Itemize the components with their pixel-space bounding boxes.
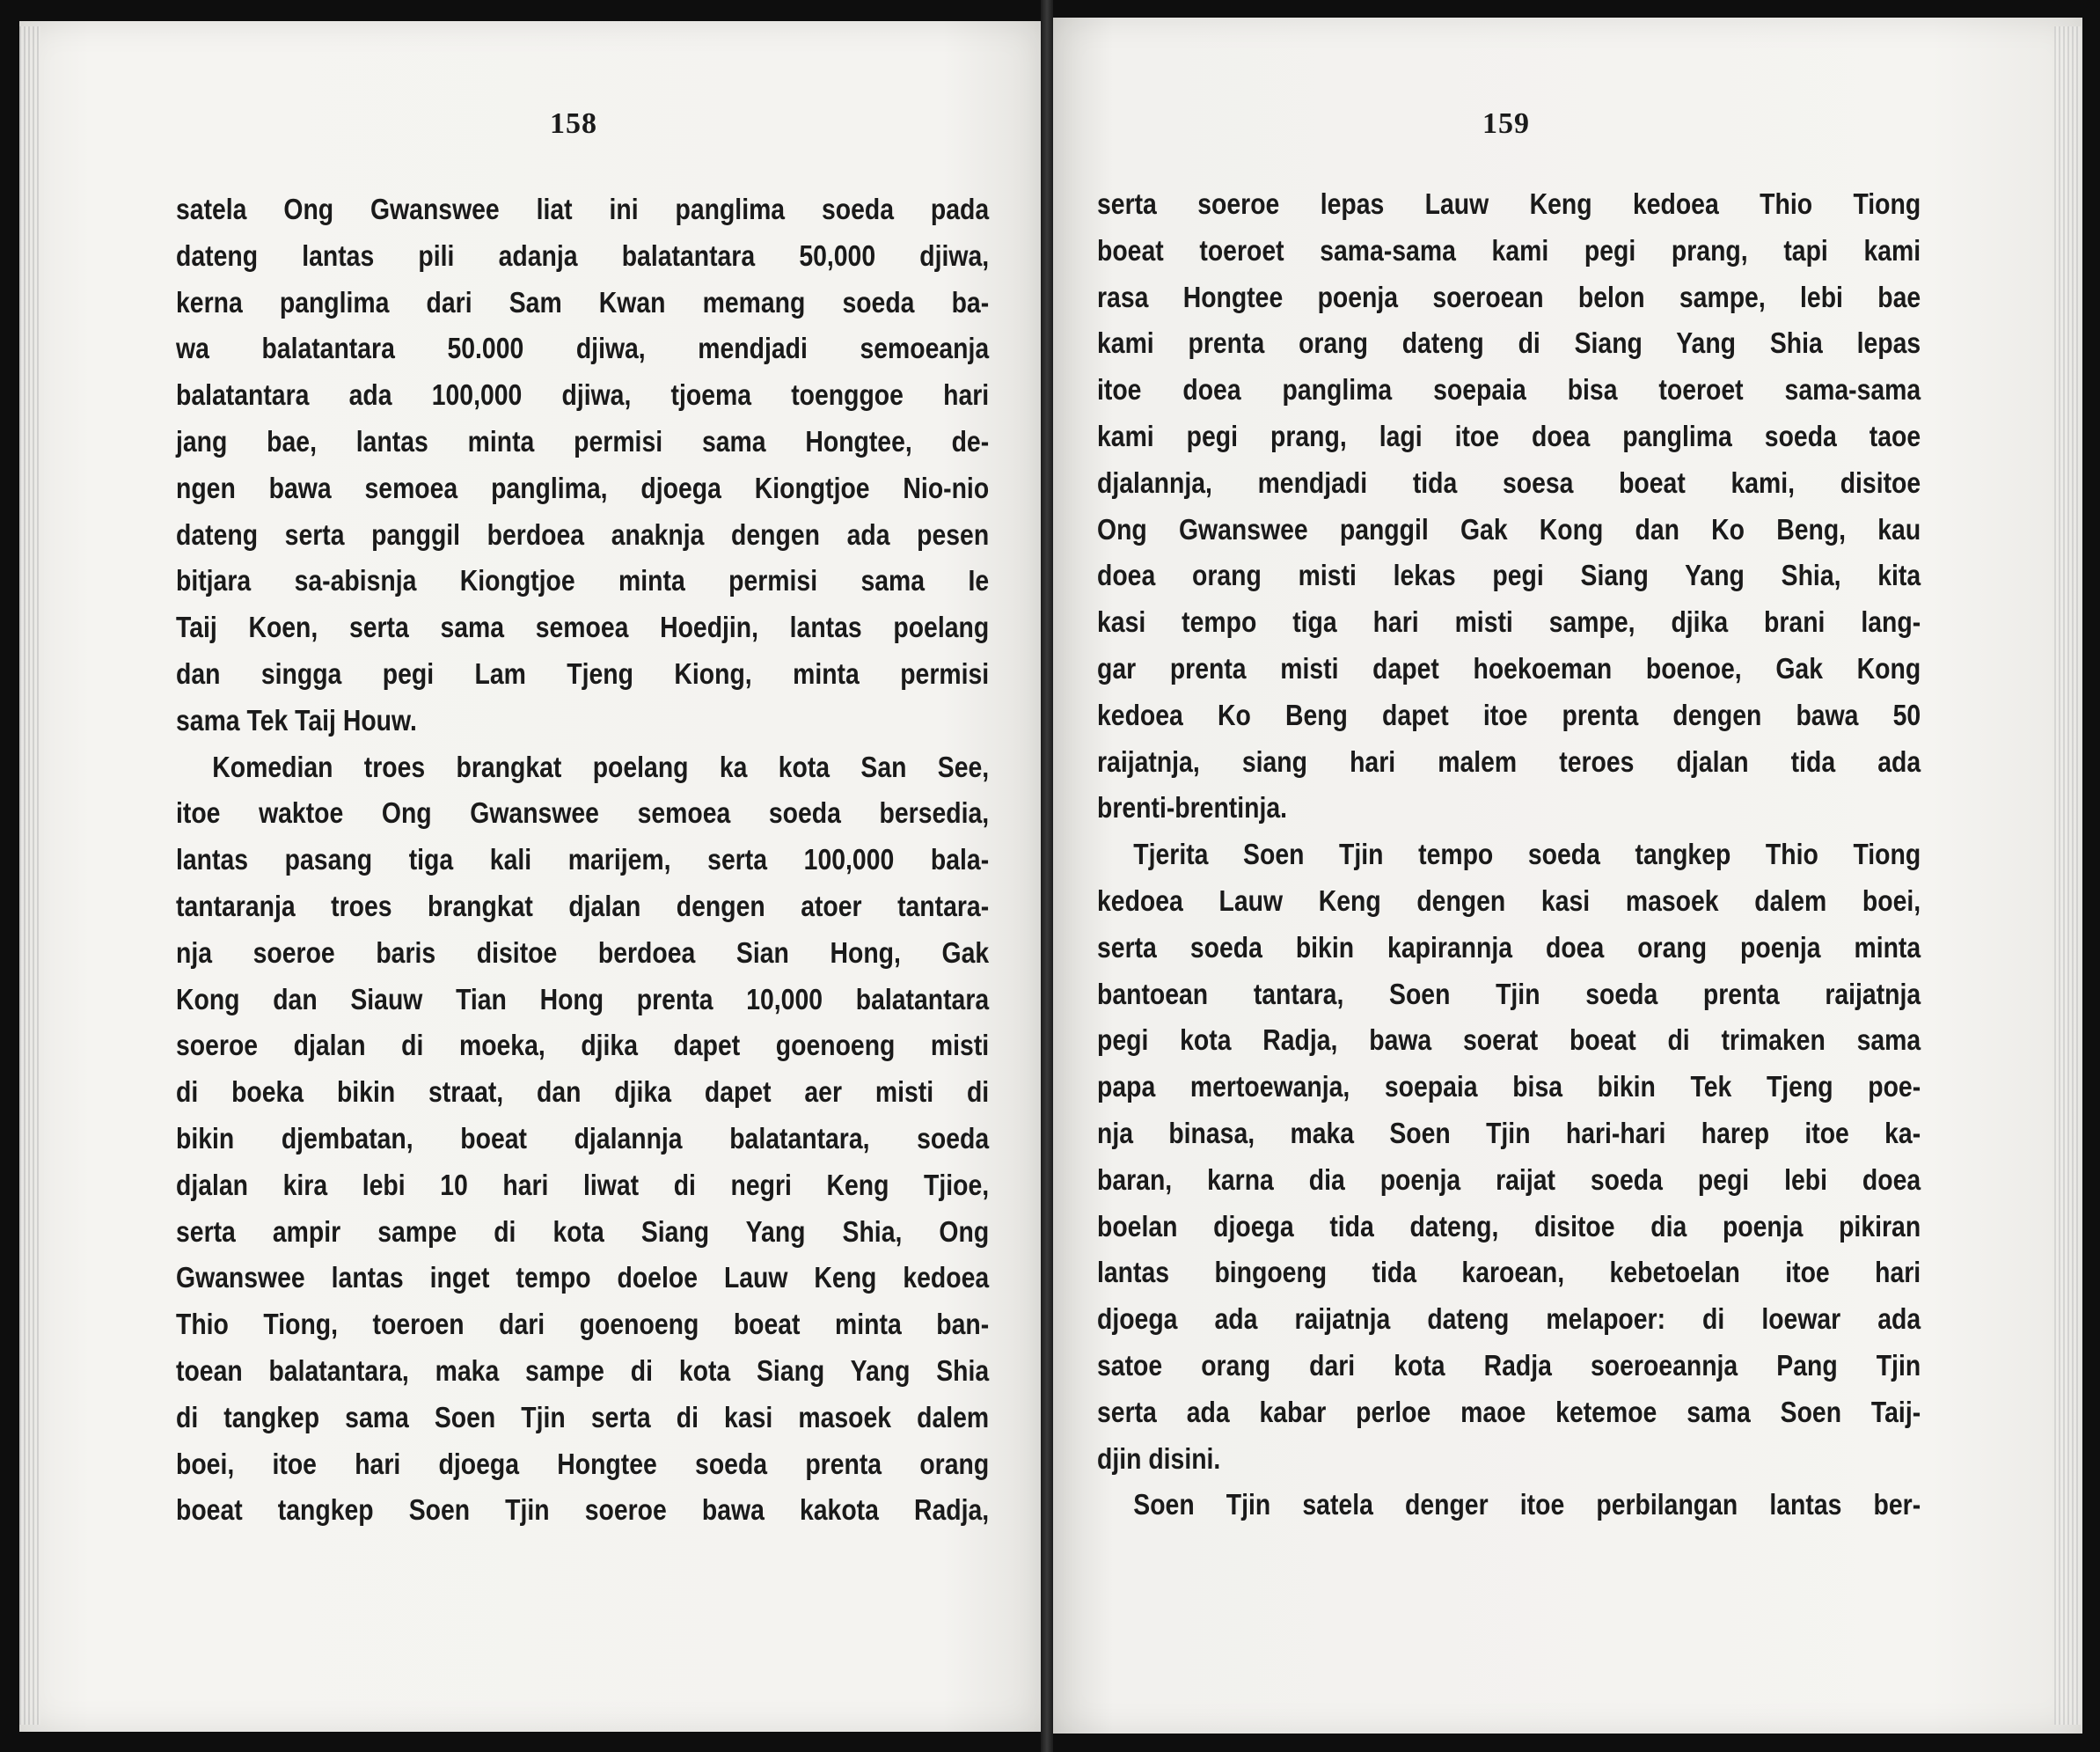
text-line: Tjerita Soen Tjin tempo soeda tangkep Thio Tiong [1133,838,1921,871]
text-line: wa balatantara 50.000 djiwa, mendjadi semoeanja [176,332,990,365]
text-line: serta soeroe lepas Lauw Keng kedoea Thio Tiong [1097,187,1921,220]
left-page-edges [19,26,40,1725]
text-line: kedoea Ko Beng dapet itoe prenta dengen bawa 50 [1097,698,1921,731]
text-line: satela Ong Gwanswee liat ini panglima soeda pada [176,193,990,225]
text-line: doea orang misti lekas pegi Siang Yang Shia, kita [1097,559,1921,592]
text-line: lantas bingoeng tida karoean, kebetoelan itoe hari [1097,1256,1921,1289]
text-line: serta ampir sampe di kota Siang Yang Shia, Ong [176,1214,990,1248]
text-line: brenti-brentinja. [1097,791,1288,825]
page-number-right: 159 [1482,107,1530,140]
text-line: Komedian troes brangkat poelang ka kota San See, [212,750,990,783]
text-line: kami pegi prang, lagi itoe doea panglima soeda taoe [1097,419,1921,452]
text-line: gar prenta misti dapet hoekoeman boenoe, Gak Kong [1097,651,1921,685]
right-page-text [1097,181,1921,1528]
text-line: lantas pasang tiga kali marijem, serta 100,000 bala- [176,843,990,876]
page-number-left: 158 [550,107,597,140]
text-line: itoe waktoe Ong Gwanswee semoea soeda bersedia, [176,796,990,830]
text-line: tantaranja troes brangkat djalan dengen atoer tantara- [176,889,990,922]
text-line: di boeka bikin straat, dan djika dapet aer misti di [176,1075,990,1109]
text-line: dan singga pegi Lam Tjeng Kiong, minta permisi [176,656,990,690]
text-line: toean balatantara, maka sampe di kota Siang Yang Shia [176,1353,990,1387]
text-line: Soen Tjin satela denger itoe perbilangan lantas ber- [1133,1488,1921,1521]
text-line: jang bae, lantas minta permisi sama Hongtee, de- [176,424,990,458]
text-line: bantoean tantara, Soen Tjin soeda prenta raijatnja [1097,977,1921,1010]
text-line: kami prenta orang dateng di Siang Yang Shia lepas [1097,326,1921,360]
text-line: baran, karna dia poenja raijat soeda pegi lebi doea [1097,1162,1921,1196]
text-line: nja binasa, maka Soen Tjin hari-hari harep itoe ka- [1097,1116,1921,1149]
text-line: Ong Gwanswee panggil Gak Kong dan Ko Beng, kau [1097,512,1921,546]
left-page-text [176,187,989,1534]
text-line: dateng lantas pili adanja balatantara 50,000 djiwa, [176,238,990,272]
text-line: rasa Hongtee poenja soeroean belon sampe, lebi bae [1097,280,1921,313]
text-line: djalan kira lebi 10 hari liwat di negri Keng Tjioe, [176,1168,990,1201]
text-line: dateng serta panggil berdoea anaknja dengen ada pesen [176,517,990,551]
book-gutter [1041,0,1053,1752]
text-line: Gwanswee lantas inget tempo doeloe Lauw Keng kedoea [176,1261,990,1294]
text-line: serta ada kabar perloe maoe ketemoe sama Soen Taij- [1097,1395,1921,1428]
text-line: sama Tek Taij Houw. [176,703,417,737]
right-page-edges [2054,26,2081,1725]
text-line: satoe orang dari kota Radja soeroeannja Pang Tjin [1097,1348,1921,1382]
text-line: kedoea Lauw Keng dengen kasi masoek dalem boei, [1097,883,1921,917]
text-line: kasi tempo tiga hari misti sampe, djika brani lang- [1097,605,1921,639]
text-line: papa mertoewanja, soepaia bisa bikin Tek Tjeng poe- [1097,1070,1921,1103]
text-line: soeroe djalan di moeka, djika dapet goenoeng misti [176,1029,990,1062]
text-line: itoe doea panglima soepaia bisa toeroet sama-sama [1097,373,1921,407]
text-line: serta soeda bikin kapirannja doea orang poenja minta [1097,930,1921,964]
text-line: Taij Koen, serta sama semoea Hoedjin, lantas poelang [176,611,990,644]
text-line: nja soeroe baris disitoe berdoea Sian Hong, Gak [176,935,990,969]
text-line: pegi kota Radja, bawa soerat boeat di trimaken sama [1097,1023,1921,1057]
text-line: djoega ada raijatnja dateng melapoer: di loewar ada [1097,1302,1921,1336]
text-line: djalannja, mendjadi tida soesa boeat kami, disitoe [1097,465,1921,499]
text-line: ngen bawa semoea panglima, djoega Kiongtjoe Nio-nio [176,471,990,504]
text-line: boei, itoe hari djoega Hongtee soeda prenta orang [176,1447,990,1480]
text-line: Kong dan Siauw Tian Hong prenta 10,000 balatantara [176,982,990,1015]
text-line: boeat toeroet sama-sama kami pegi prang, tapi kami [1097,233,1921,267]
text-line: kerna panglima dari Sam Kwan memang soeda ba- [176,285,990,319]
text-line: boelan djoega tida dateng, disitoe dia poenja pikiran [1097,1209,1921,1243]
text-line: boeat tangkep Soen Tjin soeroe bawa kakota Radja, [176,1493,990,1527]
text-line: raijatnja, siang hari malem teroes djalan tida ada [1097,744,1921,778]
text-line: balatantara ada 100,000 djiwa, tjoema toenggoe hari [176,378,990,412]
text-line: bitjara sa-abisnja Kiongtjoe minta permisi sama Ie [176,564,990,597]
text-line: di tangkep sama Soen Tjin serta di kasi masoek dalem [176,1400,990,1433]
text-line: djin disini. [1097,1441,1221,1475]
text-line: bikin djembatan, boeat djalannja balatantara, soeda [176,1121,990,1155]
text-line: Thio Tiong, toeroen dari goenoeng boeat minta ban- [176,1308,990,1341]
